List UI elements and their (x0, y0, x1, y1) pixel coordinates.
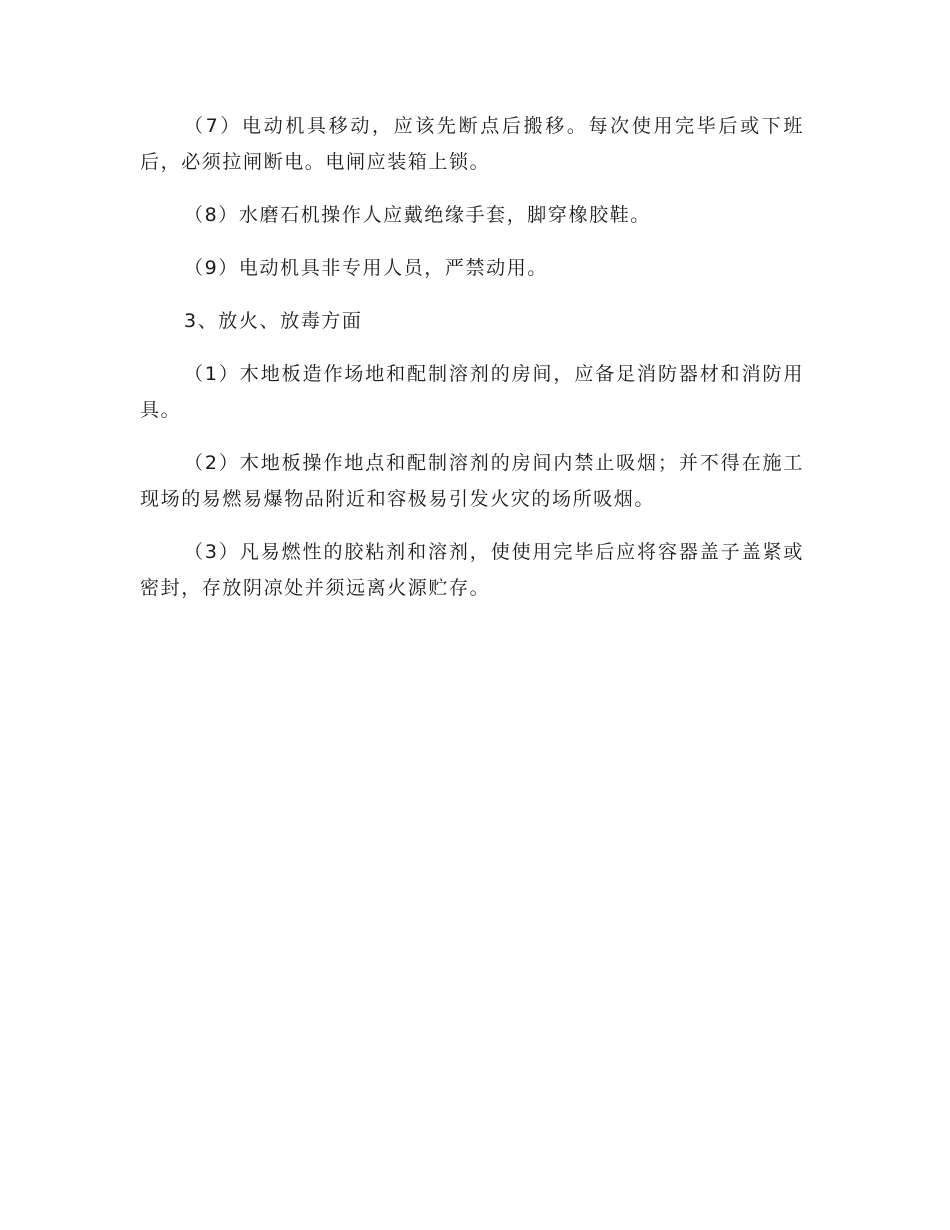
paragraph-item-8: （8）水磨石机操作人应戴绝缘手套，脚穿橡胶鞋。 (184, 204, 651, 226)
paragraph-item-2: （2）木地板操作地点和配制溶剂的房间内禁止吸烟；并不得在施工现场的易燃易爆物品附近和容极易引发火灾的场所吸烟。 (140, 452, 804, 510)
paragraph-item-9: （9）电动机具非专用人员，严禁动用。 (184, 257, 548, 279)
document-body (140, 108, 804, 623)
paragraph-item-7: （7）电动机具移动，应该先断点后搬移。每次使用完毕后或下班后，必须拉闸断电。电闸应装箱上锁。 (140, 115, 804, 173)
paragraph-item-1: （1）木地板造作场地和配制溶剂的房间，应备足消防器材和消防用具。 (140, 363, 804, 421)
paragraph-item-3: （3）凡易燃性的胶粘剂和溶剂，使使用完毕后应将容器盖子盖紧或密封，存放阴凉处并须远离火源贮存。 (140, 541, 804, 599)
section-heading-fire-poison: 3、放火、放毒方面 (184, 310, 363, 332)
